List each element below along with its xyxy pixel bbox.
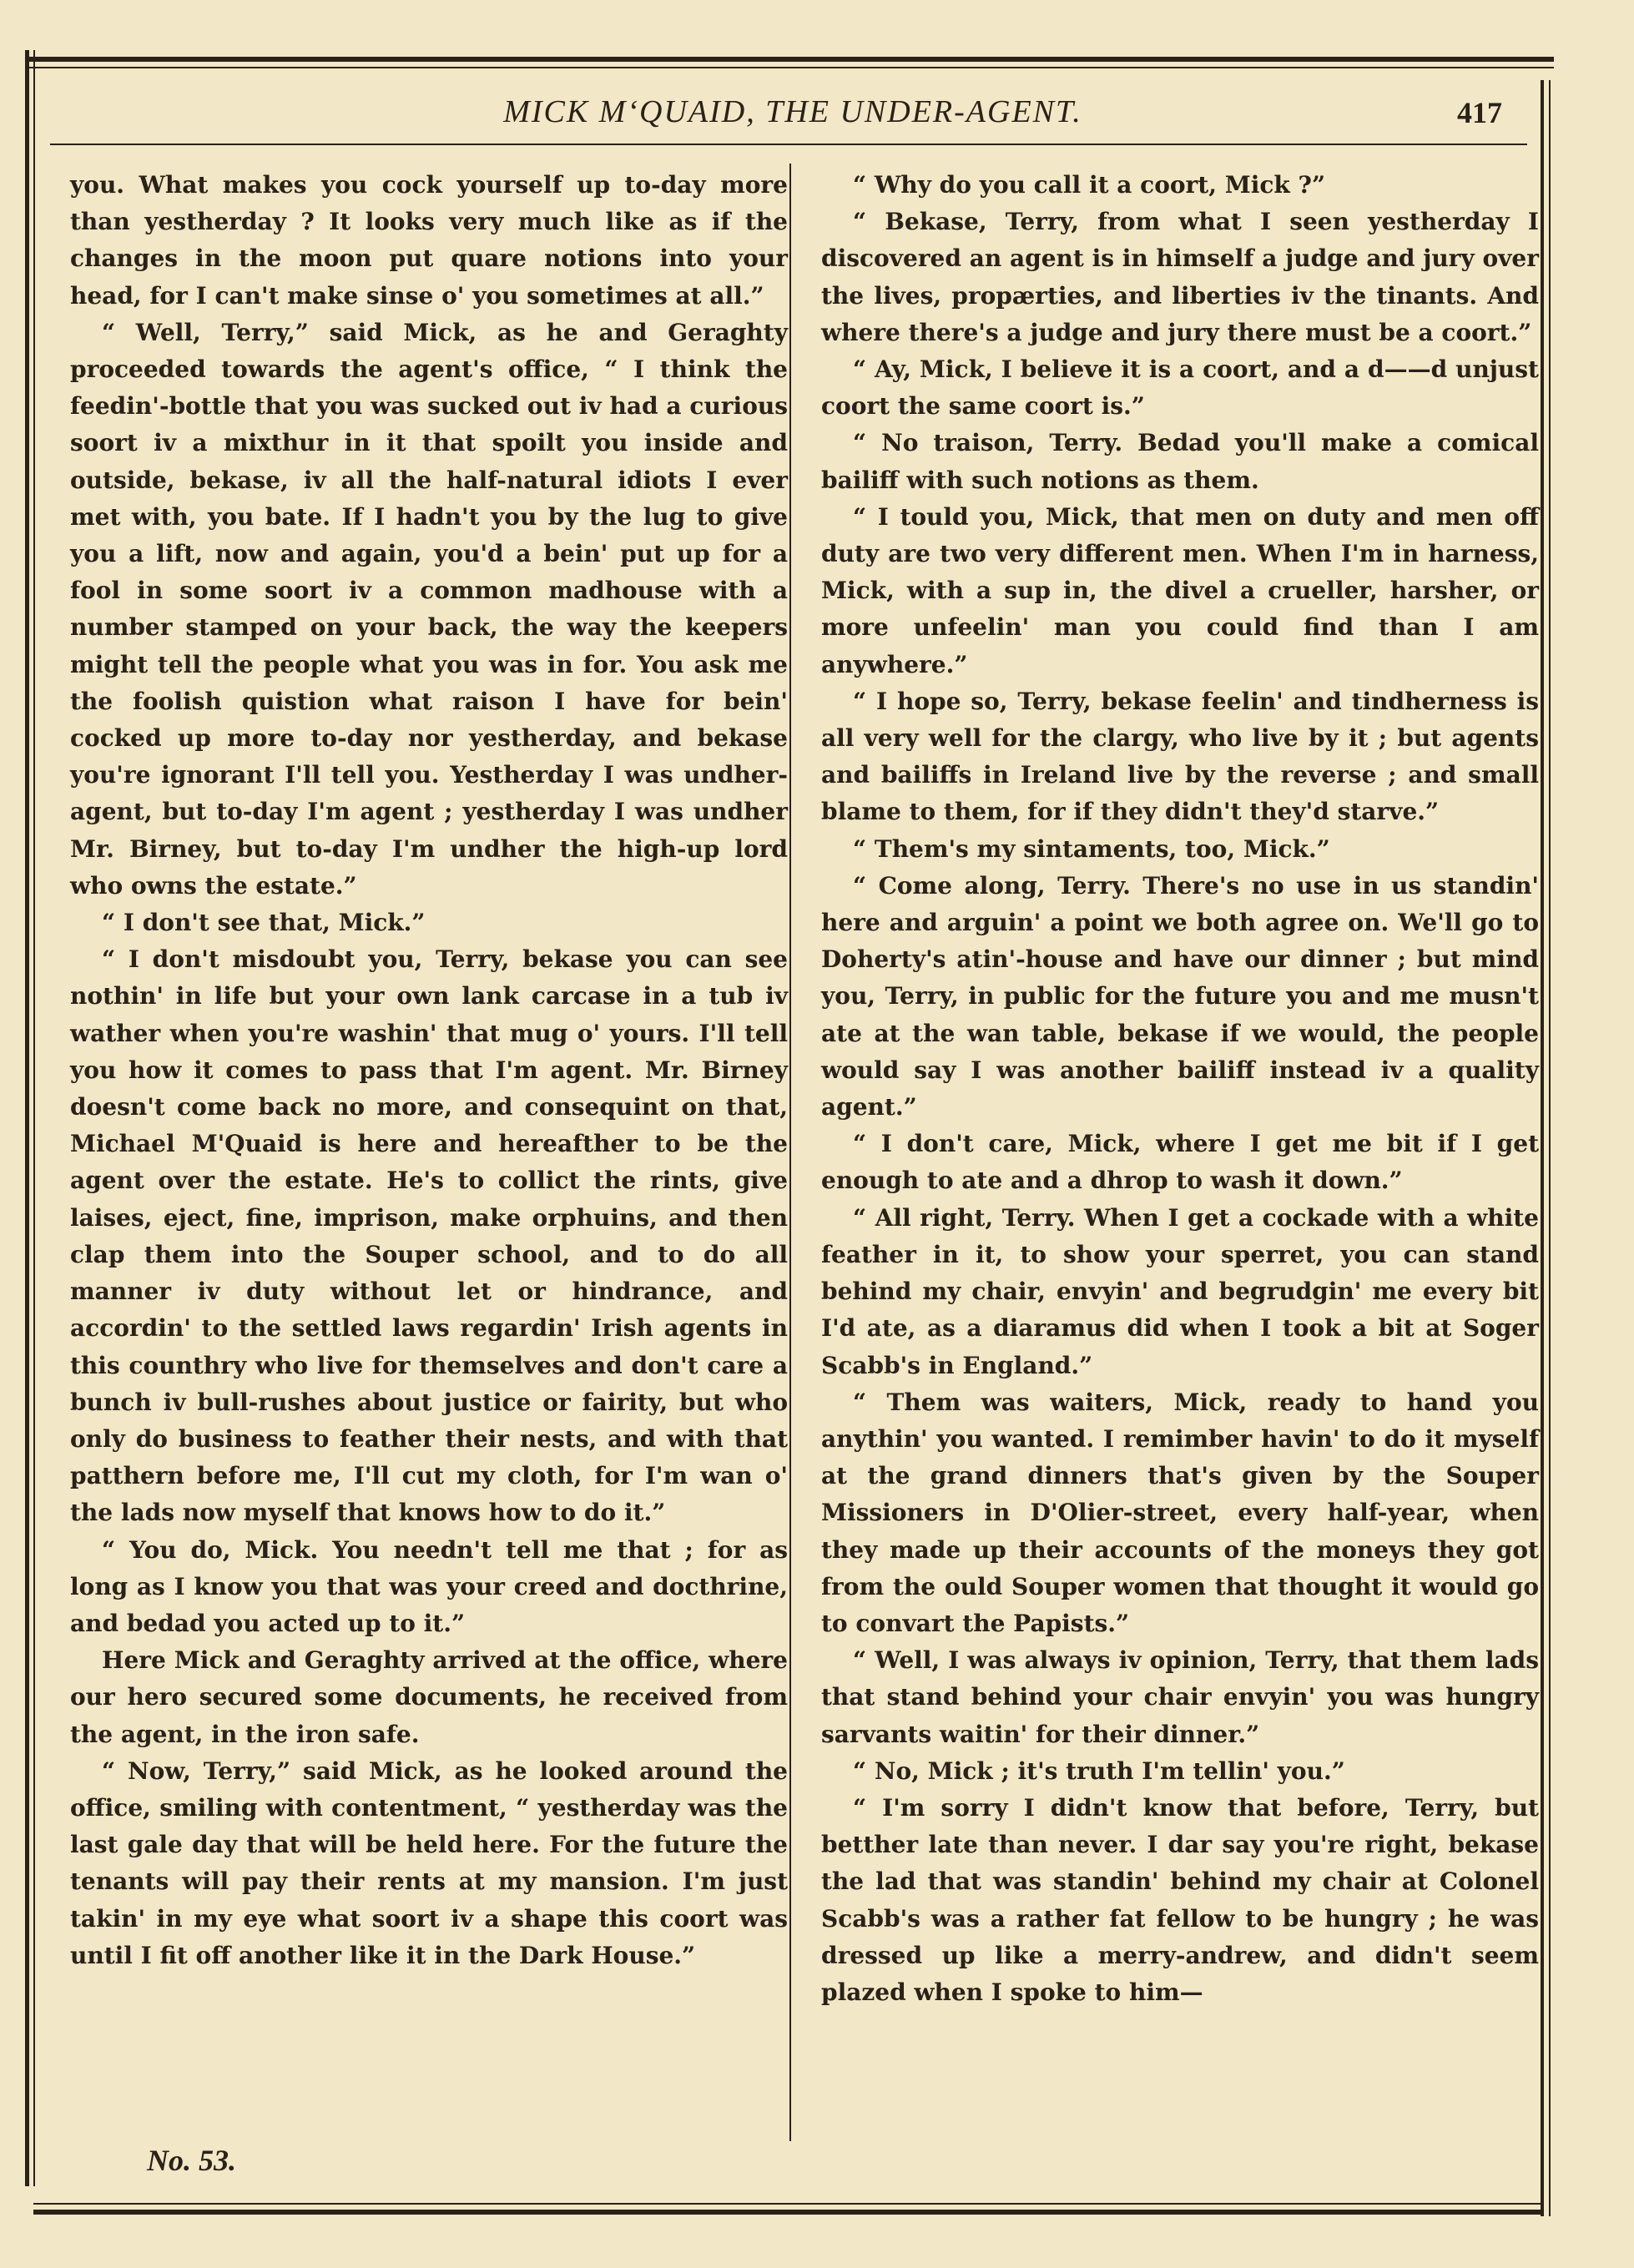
column-divider [789, 164, 791, 2141]
signature-number: No. 53. [147, 2144, 236, 2177]
left-border-rule [25, 50, 29, 2186]
page-number: 417 [1457, 96, 1502, 129]
bottom-rule-thin [33, 2203, 1544, 2205]
paragraph: “ I hope so, Terry, bekase feelin' and tindherness is all very well for the clargy, who live by it ; but agents and bailiffs in Ireland live by the reverse ; and small blame to them, for if they didn't they'd starve.” [821, 687, 1539, 826]
paragraph: “ I'm sorry I didn't know that before, Terry, but betther late than never. I dar say you're right, bekase the lad that was standin' behind my chair at Colonel Scabb's was a rather fat fellow to be hungry ; he was dressed up like a merry-andrew, and didn't seem plazed when I spoke to him— [821, 1793, 1539, 2006]
paragraph: “ Well, I was always iv opinion, Terry, that them lads that stand behind your chair envyin' you was hungry sarvants waitin' for their dinner.” [821, 1646, 1539, 1748]
running-title: MICK M‘QUAID, THE UNDER-AGENT. [503, 94, 1082, 129]
right-column [821, 167, 1539, 2011]
paragraph: “ Ay, Mick, I believe it is a coort, and a d——d unjust coort the same coort is.” [821, 355, 1539, 421]
paragraph: “ Them's my sintaments, too, Mick.” [853, 834, 1330, 863]
paragraph: “ Well, Terry,” said Mick, as he and Geraghty proceeded towards the agent's office, “ I think the feedin'-bottle that you was sucked out iv had a curious soort iv a mixthur in it that spoilt you inside and outside, bekase, iv all the half-natural idiots I ever met with, you bate. If I hadn't you by the lug to give you a lift, now and again, you'd a bein' put up for a fool in some soort iv a common madhouse with a number stamped on your back, the way the keepers might tell the people what you was in for. You ask me the foolish quistion what raison I have for bein' cocked up more to-day nor yestherday, and bekase you're ignorant I'll tell you. Yestherday I was undher-agent, but to-day I'm agent ; yestherday I was undher Mr. Birney, but to-day I'm undher the high-up lord who owns the estate.” [70, 318, 788, 900]
paragraph: “ I don't see that, Mick.” [102, 909, 426, 937]
right-border-rule-outer [1549, 80, 1551, 2216]
paragraph: “ Come along, Terry. There's no use in us standin' here and arguin' a point we both agree on. We'll go to Doherty's atin'-house and have our dinner ; but mind you, Terry, in public for the future you and me musn't ate at the wan table, bekase if we would, the people would say I was another bailiff instead iv a quality agent.” [821, 871, 1539, 1121]
top-rule-thick [27, 57, 1554, 62]
paragraph: “ All right, Terry. When I get a cockade with a white feather in it, to show your sperret, you can stand behind my chair, envyin' and begrudgin' me every bit I'd ate, as a diaramus did when I took a bit at Soger Scabb's in England.” [821, 1203, 1539, 1379]
running-header [50, 93, 1536, 147]
paragraph: “ Bekase, Terry, from what I seen yestherday I discovered an agent is in himself a judge and jury over the lives, propærties, and liberties iv the tinants. And where there's a judge and jury there must be a coort.” [821, 208, 1539, 346]
paragraph: “ I don't care, Mick, where I get me bit if I get enough to ate and a dhrop to wash it down.” [821, 1130, 1539, 1195]
right-border-rule [1541, 80, 1544, 2216]
paragraph: “ No traison, Terry. Bedad you'll make a comical bailiff with such notions as them. [821, 429, 1539, 494]
header-rule [50, 144, 1527, 145]
paragraph: “ I don't misdoubt you, Terry, bekase you can see nothin' in life but your own lank carcase in a tub iv wather when you're washin' that mug o' yours. I'll tell you how it comes to pass that I'm agent. Mr. Birney doesn't come back no more, and consequint on that, Michael M'Quaid is here and hereafther to be the agent over the estate. He's to collict the rints, give laises, eject, fine, imprison, make orphuins, and then clap them into the Souper school, and to do all manner iv duty without let or hindrance, and accordin' to the settled laws regardin' Irish agents in this counthry who live for themselves and don't care a bunch iv bull-rushes about justice or fairity, but who only do business to feather their nests, and with that patthern before me, I'll cut my cloth, for I'm wan o' the lads now myself that knows how to do it.” [70, 945, 788, 1527]
left-border-rule-inner [33, 50, 35, 2186]
paragraph: “ I tould you, Mick, that men on duty and men off duty are two very different men. When I'm in harness, Mick, with a sup in, the divel a crueller, harsher, or more unfeelin' man you could find than I am anywhere.” [821, 502, 1539, 678]
paragraph: “ Them was waiters, Mick, ready to hand you anythin' you wanted. I remimber havin' to do it myself at the grand dinners that's given by the Souper Missioners in D'Olier-street, every half-year, when they made up their accounts of the moneys they got from the ould Souper women that thought it would go to convart the Papists.” [821, 1388, 1539, 1637]
paragraph: “ Why do you call it a coort, Mick ?” [853, 171, 1326, 199]
paragraph: “ You do, Mick. You needn't tell me that ; for as long as I know you that was your creed and docthrine, and bedad you acted up to it.” [70, 1535, 788, 1637]
bottom-rule-thick [33, 2210, 1544, 2215]
paragraph: Here Mick and Geraghty arrived at the office, where our hero secured some documents, he received from the agent, in the iron safe. [70, 1646, 788, 1748]
left-column [70, 167, 788, 1974]
paragraph: “ Now, Terry,” said Mick, as he looked around the office, smiling with contentment, “ yestherday was the last gale day that will be held here. For the future the tenants will pay their rents at my mansion. I'm just takin' in my eye what soort iv a shape this coort was until I fit off another like it in the Dark House.” [70, 1756, 788, 1969]
paragraph: you. What makes you cock yourself up to-day more than yestherday ? It looks very much like as if the changes in the moon put quare notions into your head, for I can't make sinse o' you sometimes at all.” [70, 171, 788, 310]
top-rule-thin [27, 67, 1554, 68]
paragraph: “ No, Mick ; it's truth I'm tellin' you.” [853, 1756, 1345, 1785]
